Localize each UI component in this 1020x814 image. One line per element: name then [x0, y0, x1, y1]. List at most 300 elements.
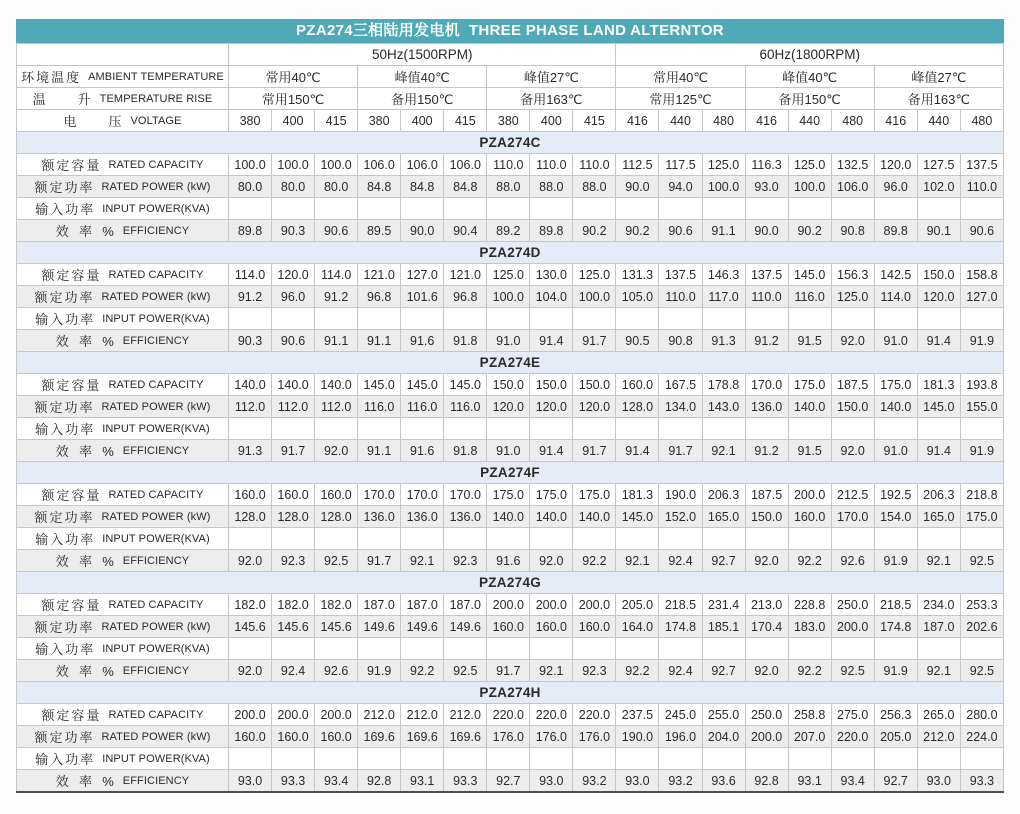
section-header-pza274e [17, 352, 1004, 374]
capacity-value-cell: 220.0 [530, 704, 573, 726]
capacity-row [17, 594, 1004, 616]
efficiency-value-cell: 91.7 [487, 660, 530, 682]
efficiency-value-cell: 93.2 [659, 770, 702, 793]
efficiency-row [17, 660, 1004, 682]
voltage-cell: 440 [788, 110, 831, 132]
label-chinese: 额定容量 [41, 598, 100, 613]
efficiency-value-cell: 93.0 [229, 770, 272, 793]
label-chinese: 效 率 % [55, 554, 114, 569]
efficiency-value-cell: 92.6 [315, 660, 358, 682]
power-value-cell: 112.0 [229, 396, 272, 418]
input-value-cell [272, 638, 315, 660]
label-chinese: 输入功率 [35, 202, 94, 217]
efficiency-value-cell: 93.4 [831, 770, 874, 793]
voltage-row [17, 110, 1004, 132]
input-value-cell [917, 528, 960, 550]
power-value-cell: 94.0 [659, 176, 702, 198]
efficiency-value-cell: 92.2 [788, 550, 831, 572]
input-value-cell [530, 308, 573, 330]
power-value-cell: 164.0 [616, 616, 659, 638]
input-value-cell [401, 198, 444, 220]
capacity-value-cell: 190.0 [659, 484, 702, 506]
capacity-value-cell: 156.3 [831, 264, 874, 286]
capacity-row [17, 374, 1004, 396]
label-chinese: 额定功率 [34, 730, 93, 745]
capacity-value-cell: 146.3 [702, 264, 745, 286]
input-value-cell [960, 308, 1003, 330]
label-chinese: 额定功率 [34, 400, 93, 415]
power-value-cell: 160.0 [788, 506, 831, 528]
capacity-value-cell: 110.0 [487, 154, 530, 176]
capacity-value-cell: 110.0 [530, 154, 573, 176]
power-value-cell: 112.0 [272, 396, 315, 418]
input-value-cell [444, 748, 487, 770]
power-value-cell: 149.6 [444, 616, 487, 638]
power-value-cell: 120.0 [917, 286, 960, 308]
power-value-cell: 96.0 [272, 286, 315, 308]
power-value-cell: 205.0 [874, 726, 917, 748]
power-value-cell: 160.0 [573, 616, 616, 638]
capacity-value-cell: 237.5 [616, 704, 659, 726]
efficiency-value-cell: 92.7 [874, 770, 917, 793]
power-value-cell: 150.0 [831, 396, 874, 418]
efficiency-value-cell: 91.5 [788, 330, 831, 352]
input-value-cell [788, 198, 831, 220]
capacity-value-cell: 206.3 [917, 484, 960, 506]
power-value-cell: 175.0 [960, 506, 1003, 528]
efficiency-value-cell: 90.0 [745, 220, 788, 242]
input-row [17, 418, 1004, 440]
label-chinese: 额定容量 [41, 268, 100, 283]
power-value-cell: 169.6 [358, 726, 401, 748]
power-value-cell: 88.0 [573, 176, 616, 198]
capacity-value-cell: 130.0 [530, 264, 573, 286]
power-value-cell: 187.0 [917, 616, 960, 638]
efficiency-value-cell: 92.2 [788, 660, 831, 682]
voltage-cell: 480 [702, 110, 745, 132]
input-value-cell [874, 308, 917, 330]
input-value-cell [272, 748, 315, 770]
power-value-cell: 170.4 [745, 616, 788, 638]
capacity-value-cell: 158.8 [960, 264, 1003, 286]
input-value-cell [487, 418, 530, 440]
capacity-value-cell: 175.0 [573, 484, 616, 506]
power-value-cell: 96.8 [358, 286, 401, 308]
efficiency-value-cell: 92.1 [917, 550, 960, 572]
power-value-cell: 88.0 [487, 176, 530, 198]
capacity-value-cell: 100.0 [272, 154, 315, 176]
input-value-cell [745, 418, 788, 440]
input-value-cell [401, 748, 444, 770]
power-row [17, 176, 1004, 198]
efficiency-value-cell: 91.0 [874, 330, 917, 352]
label-chinese: 额定容量 [41, 378, 100, 393]
power-value-cell: 84.8 [358, 176, 401, 198]
power-value-cell: 140.0 [530, 506, 573, 528]
power-value-cell: 200.0 [745, 726, 788, 748]
efficiency-value-cell: 92.1 [917, 660, 960, 682]
capacity-value-cell: 218.5 [874, 594, 917, 616]
label-chinese: 效 率 % [55, 334, 114, 349]
voltage-cell: 400 [401, 110, 444, 132]
voltage-cell: 480 [960, 110, 1003, 132]
ambient-temperature-row [17, 66, 1004, 88]
capacity-value-cell: 170.0 [401, 484, 444, 506]
power-value-cell: 140.0 [487, 506, 530, 528]
capacity-value-cell: 200.0 [315, 704, 358, 726]
voltage-cell: 380 [229, 110, 272, 132]
input-value-cell [917, 748, 960, 770]
input-value-cell [272, 198, 315, 220]
input-value-cell [530, 528, 573, 550]
capacity-value-cell: 256.3 [874, 704, 917, 726]
power-value-cell: 176.0 [573, 726, 616, 748]
capacity-value-cell: 200.0 [530, 594, 573, 616]
efficiency-value-cell: 92.3 [573, 660, 616, 682]
input-row-label [17, 418, 229, 440]
capacity-value-cell: 280.0 [960, 704, 1003, 726]
input-value-cell [573, 748, 616, 770]
capacity-value-cell: 145.0 [444, 374, 487, 396]
efficiency-value-cell: 90.1 [917, 220, 960, 242]
input-value-cell [444, 638, 487, 660]
efficiency-value-cell: 91.6 [401, 440, 444, 462]
voltage-cell: 400 [530, 110, 573, 132]
label-english: RATED POWER (kW) [101, 730, 211, 743]
efficiency-value-cell: 92.0 [831, 330, 874, 352]
efficiency-value-cell: 91.1 [358, 440, 401, 462]
power-value-cell: 145.6 [315, 616, 358, 638]
input-value-cell [573, 638, 616, 660]
efficiency-value-cell: 91.5 [788, 440, 831, 462]
power-value-cell: 134.0 [659, 396, 702, 418]
voltage-cell: 416 [745, 110, 788, 132]
label-english: INPUT POWER(KVA) [102, 312, 210, 325]
capacity-value-cell: 218.5 [659, 594, 702, 616]
power-value-cell: 80.0 [272, 176, 315, 198]
input-value-cell [831, 638, 874, 660]
power-value-cell: 106.0 [831, 176, 874, 198]
capacity-value-cell: 125.0 [702, 154, 745, 176]
input-value-cell [358, 308, 401, 330]
input-row-label [17, 308, 229, 330]
efficiency-value-cell: 92.4 [659, 660, 702, 682]
input-value-cell [917, 308, 960, 330]
efficiency-value-cell: 91.8 [444, 440, 487, 462]
label-english: RATED CAPACITY [108, 158, 204, 171]
efficiency-row [17, 770, 1004, 793]
temperature-rise-row-label [17, 88, 229, 110]
voltage-cell: 380 [358, 110, 401, 132]
power-value-cell: 190.0 [616, 726, 659, 748]
power-value-cell: 183.0 [788, 616, 831, 638]
input-value-cell [358, 198, 401, 220]
power-value-cell: 120.0 [530, 396, 573, 418]
input-value-cell [702, 418, 745, 440]
power-value-cell: 116.0 [444, 396, 487, 418]
input-value-cell [487, 748, 530, 770]
input-value-cell [315, 418, 358, 440]
input-value-cell [315, 198, 358, 220]
input-value-cell [573, 528, 616, 550]
power-row-label [17, 396, 229, 418]
efficiency-value-cell: 92.1 [702, 440, 745, 462]
condition-cell: 峰值40℃ [745, 66, 874, 88]
capacity-row [17, 484, 1004, 506]
capacity-value-cell: 100.0 [229, 154, 272, 176]
power-value-cell: 160.0 [487, 616, 530, 638]
power-value-cell: 84.8 [444, 176, 487, 198]
capacity-value-cell: 120.0 [874, 154, 917, 176]
efficiency-value-cell: 92.4 [272, 660, 315, 682]
input-value-cell [960, 748, 1003, 770]
power-value-cell: 170.0 [831, 506, 874, 528]
freq-group-60hz: 60Hz(1800RPM) [616, 44, 1004, 66]
input-value-cell [702, 308, 745, 330]
capacity-value-cell: 245.0 [659, 704, 702, 726]
power-value-cell: 145.0 [917, 396, 960, 418]
capacity-value-cell: 275.0 [831, 704, 874, 726]
input-value-cell [616, 198, 659, 220]
input-value-cell [788, 638, 831, 660]
efficiency-value-cell: 90.6 [272, 330, 315, 352]
label-english: RATED CAPACITY [108, 268, 204, 281]
temperature-rise-row [17, 88, 1004, 110]
power-value-cell: 100.0 [573, 286, 616, 308]
voltage-cell: 416 [874, 110, 917, 132]
efficiency-value-cell: 91.9 [874, 550, 917, 572]
input-value-cell [229, 638, 272, 660]
label-chinese: 效 率 % [55, 664, 114, 679]
capacity-value-cell: 160.0 [315, 484, 358, 506]
input-value-cell [788, 418, 831, 440]
label-chinese: 输入功率 [35, 752, 94, 767]
input-value-cell [229, 528, 272, 550]
power-value-cell: 96.8 [444, 286, 487, 308]
efficiency-value-cell: 89.8 [530, 220, 573, 242]
efficiency-value-cell: 93.2 [573, 770, 616, 793]
capacity-value-cell: 220.0 [487, 704, 530, 726]
condition-cell: 备用150℃ [745, 88, 874, 110]
power-row [17, 616, 1004, 638]
efficiency-value-cell: 91.7 [272, 440, 315, 462]
power-row [17, 506, 1004, 528]
efficiency-value-cell: 91.4 [530, 330, 573, 352]
capacity-value-cell: 212.0 [358, 704, 401, 726]
input-value-cell [229, 418, 272, 440]
power-value-cell: 150.0 [745, 506, 788, 528]
efficiency-value-cell: 91.4 [917, 440, 960, 462]
efficiency-row-label [17, 220, 229, 242]
power-value-cell: 100.0 [487, 286, 530, 308]
efficiency-value-cell: 92.7 [487, 770, 530, 793]
voltage-cell: 416 [616, 110, 659, 132]
capacity-value-cell: 250.0 [831, 594, 874, 616]
input-value-cell [659, 198, 702, 220]
capacity-value-cell: 258.8 [788, 704, 831, 726]
power-row-label [17, 506, 229, 528]
capacity-row-label [17, 264, 229, 286]
input-value-cell [444, 198, 487, 220]
capacity-value-cell: 127.5 [917, 154, 960, 176]
efficiency-value-cell: 91.3 [702, 330, 745, 352]
label-english: RATED POWER (kW) [101, 510, 211, 523]
label-chinese: 额定功率 [34, 510, 93, 525]
efficiency-value-cell: 91.1 [702, 220, 745, 242]
power-value-cell: 204.0 [702, 726, 745, 748]
input-row-label [17, 638, 229, 660]
capacity-value-cell: 150.0 [917, 264, 960, 286]
label-english: RATED POWER (kW) [101, 620, 211, 633]
efficiency-value-cell: 89.2 [487, 220, 530, 242]
label-english: RATED POWER (kW) [101, 180, 211, 193]
input-value-cell [530, 198, 573, 220]
capacity-row [17, 154, 1004, 176]
efficiency-value-cell: 91.2 [745, 440, 788, 462]
input-value-cell [874, 198, 917, 220]
efficiency-value-cell: 92.7 [702, 660, 745, 682]
capacity-value-cell: 182.0 [229, 594, 272, 616]
input-value-cell [702, 198, 745, 220]
input-value-cell [487, 638, 530, 660]
power-value-cell: 80.0 [229, 176, 272, 198]
power-value-cell: 145.6 [272, 616, 315, 638]
label-chinese: 温 升 [32, 92, 91, 107]
condition-cell: 峰值27℃ [874, 66, 1003, 88]
input-value-cell [487, 528, 530, 550]
power-row [17, 396, 1004, 418]
power-value-cell: 127.0 [960, 286, 1003, 308]
capacity-row-label [17, 594, 229, 616]
input-value-cell [831, 748, 874, 770]
voltage-row-label [17, 110, 229, 132]
input-value-cell [315, 748, 358, 770]
input-row [17, 528, 1004, 550]
capacity-value-cell: 206.3 [702, 484, 745, 506]
label-chinese: 输入功率 [35, 642, 94, 657]
capacity-row [17, 704, 1004, 726]
input-value-cell [616, 528, 659, 550]
capacity-value-cell: 125.0 [788, 154, 831, 176]
input-value-cell [917, 418, 960, 440]
condition-cell: 备用150℃ [358, 88, 487, 110]
capacity-value-cell: 167.5 [659, 374, 702, 396]
efficiency-value-cell: 91.1 [358, 330, 401, 352]
efficiency-value-cell: 92.0 [530, 550, 573, 572]
capacity-value-cell: 110.0 [573, 154, 616, 176]
efficiency-value-cell: 90.5 [616, 330, 659, 352]
input-value-cell [659, 528, 702, 550]
efficiency-value-cell: 90.6 [315, 220, 358, 242]
input-value-cell [874, 528, 917, 550]
efficiency-value-cell: 92.0 [229, 550, 272, 572]
efficiency-value-cell: 93.3 [960, 770, 1003, 793]
capacity-value-cell: 181.3 [616, 484, 659, 506]
efficiency-value-cell: 91.9 [874, 660, 917, 682]
power-value-cell: 224.0 [960, 726, 1003, 748]
power-value-cell: 154.0 [874, 506, 917, 528]
capacity-row-label [17, 484, 229, 506]
section-title: PZA274F [17, 462, 1004, 484]
label-english: EFFICIENCY [122, 444, 190, 457]
efficiency-value-cell: 92.3 [444, 550, 487, 572]
input-value-cell [960, 198, 1003, 220]
capacity-value-cell: 175.0 [874, 374, 917, 396]
power-value-cell: 128.0 [272, 506, 315, 528]
input-value-cell [444, 418, 487, 440]
capacity-value-cell: 220.0 [573, 704, 616, 726]
input-value-cell [960, 528, 1003, 550]
efficiency-value-cell: 92.1 [530, 660, 573, 682]
efficiency-row [17, 220, 1004, 242]
power-value-cell: 136.0 [444, 506, 487, 528]
section-header-pza274g [17, 572, 1004, 594]
efficiency-value-cell: 91.2 [745, 330, 788, 352]
power-value-cell: 110.0 [960, 176, 1003, 198]
section-title: PZA274C [17, 132, 1004, 154]
capacity-value-cell: 200.0 [788, 484, 831, 506]
capacity-value-cell: 170.0 [444, 484, 487, 506]
input-value-cell [616, 638, 659, 660]
spec-table-body [17, 44, 1004, 793]
label-chinese: 额定容量 [41, 158, 100, 173]
input-value-cell [831, 418, 874, 440]
efficiency-value-cell: 90.0 [401, 220, 444, 242]
efficiency-row-label [17, 330, 229, 352]
power-value-cell: 116.0 [401, 396, 444, 418]
capacity-value-cell: 117.5 [659, 154, 702, 176]
capacity-value-cell: 193.8 [960, 374, 1003, 396]
efficiency-value-cell: 92.5 [444, 660, 487, 682]
power-value-cell: 88.0 [530, 176, 573, 198]
power-row-label [17, 726, 229, 748]
capacity-value-cell: 137.5 [659, 264, 702, 286]
power-value-cell: 140.0 [874, 396, 917, 418]
input-value-cell [745, 198, 788, 220]
power-value-cell: 149.6 [401, 616, 444, 638]
power-value-cell: 105.0 [616, 286, 659, 308]
capacity-value-cell: 160.0 [616, 374, 659, 396]
label-english: VOLTAGE [130, 114, 182, 127]
efficiency-row [17, 330, 1004, 352]
input-value-cell [229, 748, 272, 770]
power-value-cell: 110.0 [659, 286, 702, 308]
power-value-cell: 84.8 [401, 176, 444, 198]
capacity-value-cell: 170.0 [358, 484, 401, 506]
efficiency-value-cell: 90.2 [616, 220, 659, 242]
label-chinese: 额定容量 [41, 488, 100, 503]
capacity-value-cell: 231.4 [702, 594, 745, 616]
capacity-row-label [17, 154, 229, 176]
power-value-cell: 169.6 [444, 726, 487, 748]
power-value-cell: 80.0 [315, 176, 358, 198]
capacity-value-cell: 187.5 [831, 374, 874, 396]
efficiency-value-cell: 91.4 [530, 440, 573, 462]
input-value-cell [702, 638, 745, 660]
capacity-value-cell: 106.0 [401, 154, 444, 176]
efficiency-value-cell: 91.7 [573, 440, 616, 462]
input-row-label [17, 748, 229, 770]
label-english: INPUT POWER(KVA) [102, 532, 210, 545]
label-english: INPUT POWER(KVA) [102, 642, 210, 655]
capacity-value-cell: 100.0 [315, 154, 358, 176]
power-value-cell: 143.0 [702, 396, 745, 418]
capacity-value-cell: 160.0 [229, 484, 272, 506]
power-value-cell: 136.0 [401, 506, 444, 528]
voltage-cell: 415 [444, 110, 487, 132]
power-value-cell: 176.0 [530, 726, 573, 748]
input-value-cell [659, 418, 702, 440]
